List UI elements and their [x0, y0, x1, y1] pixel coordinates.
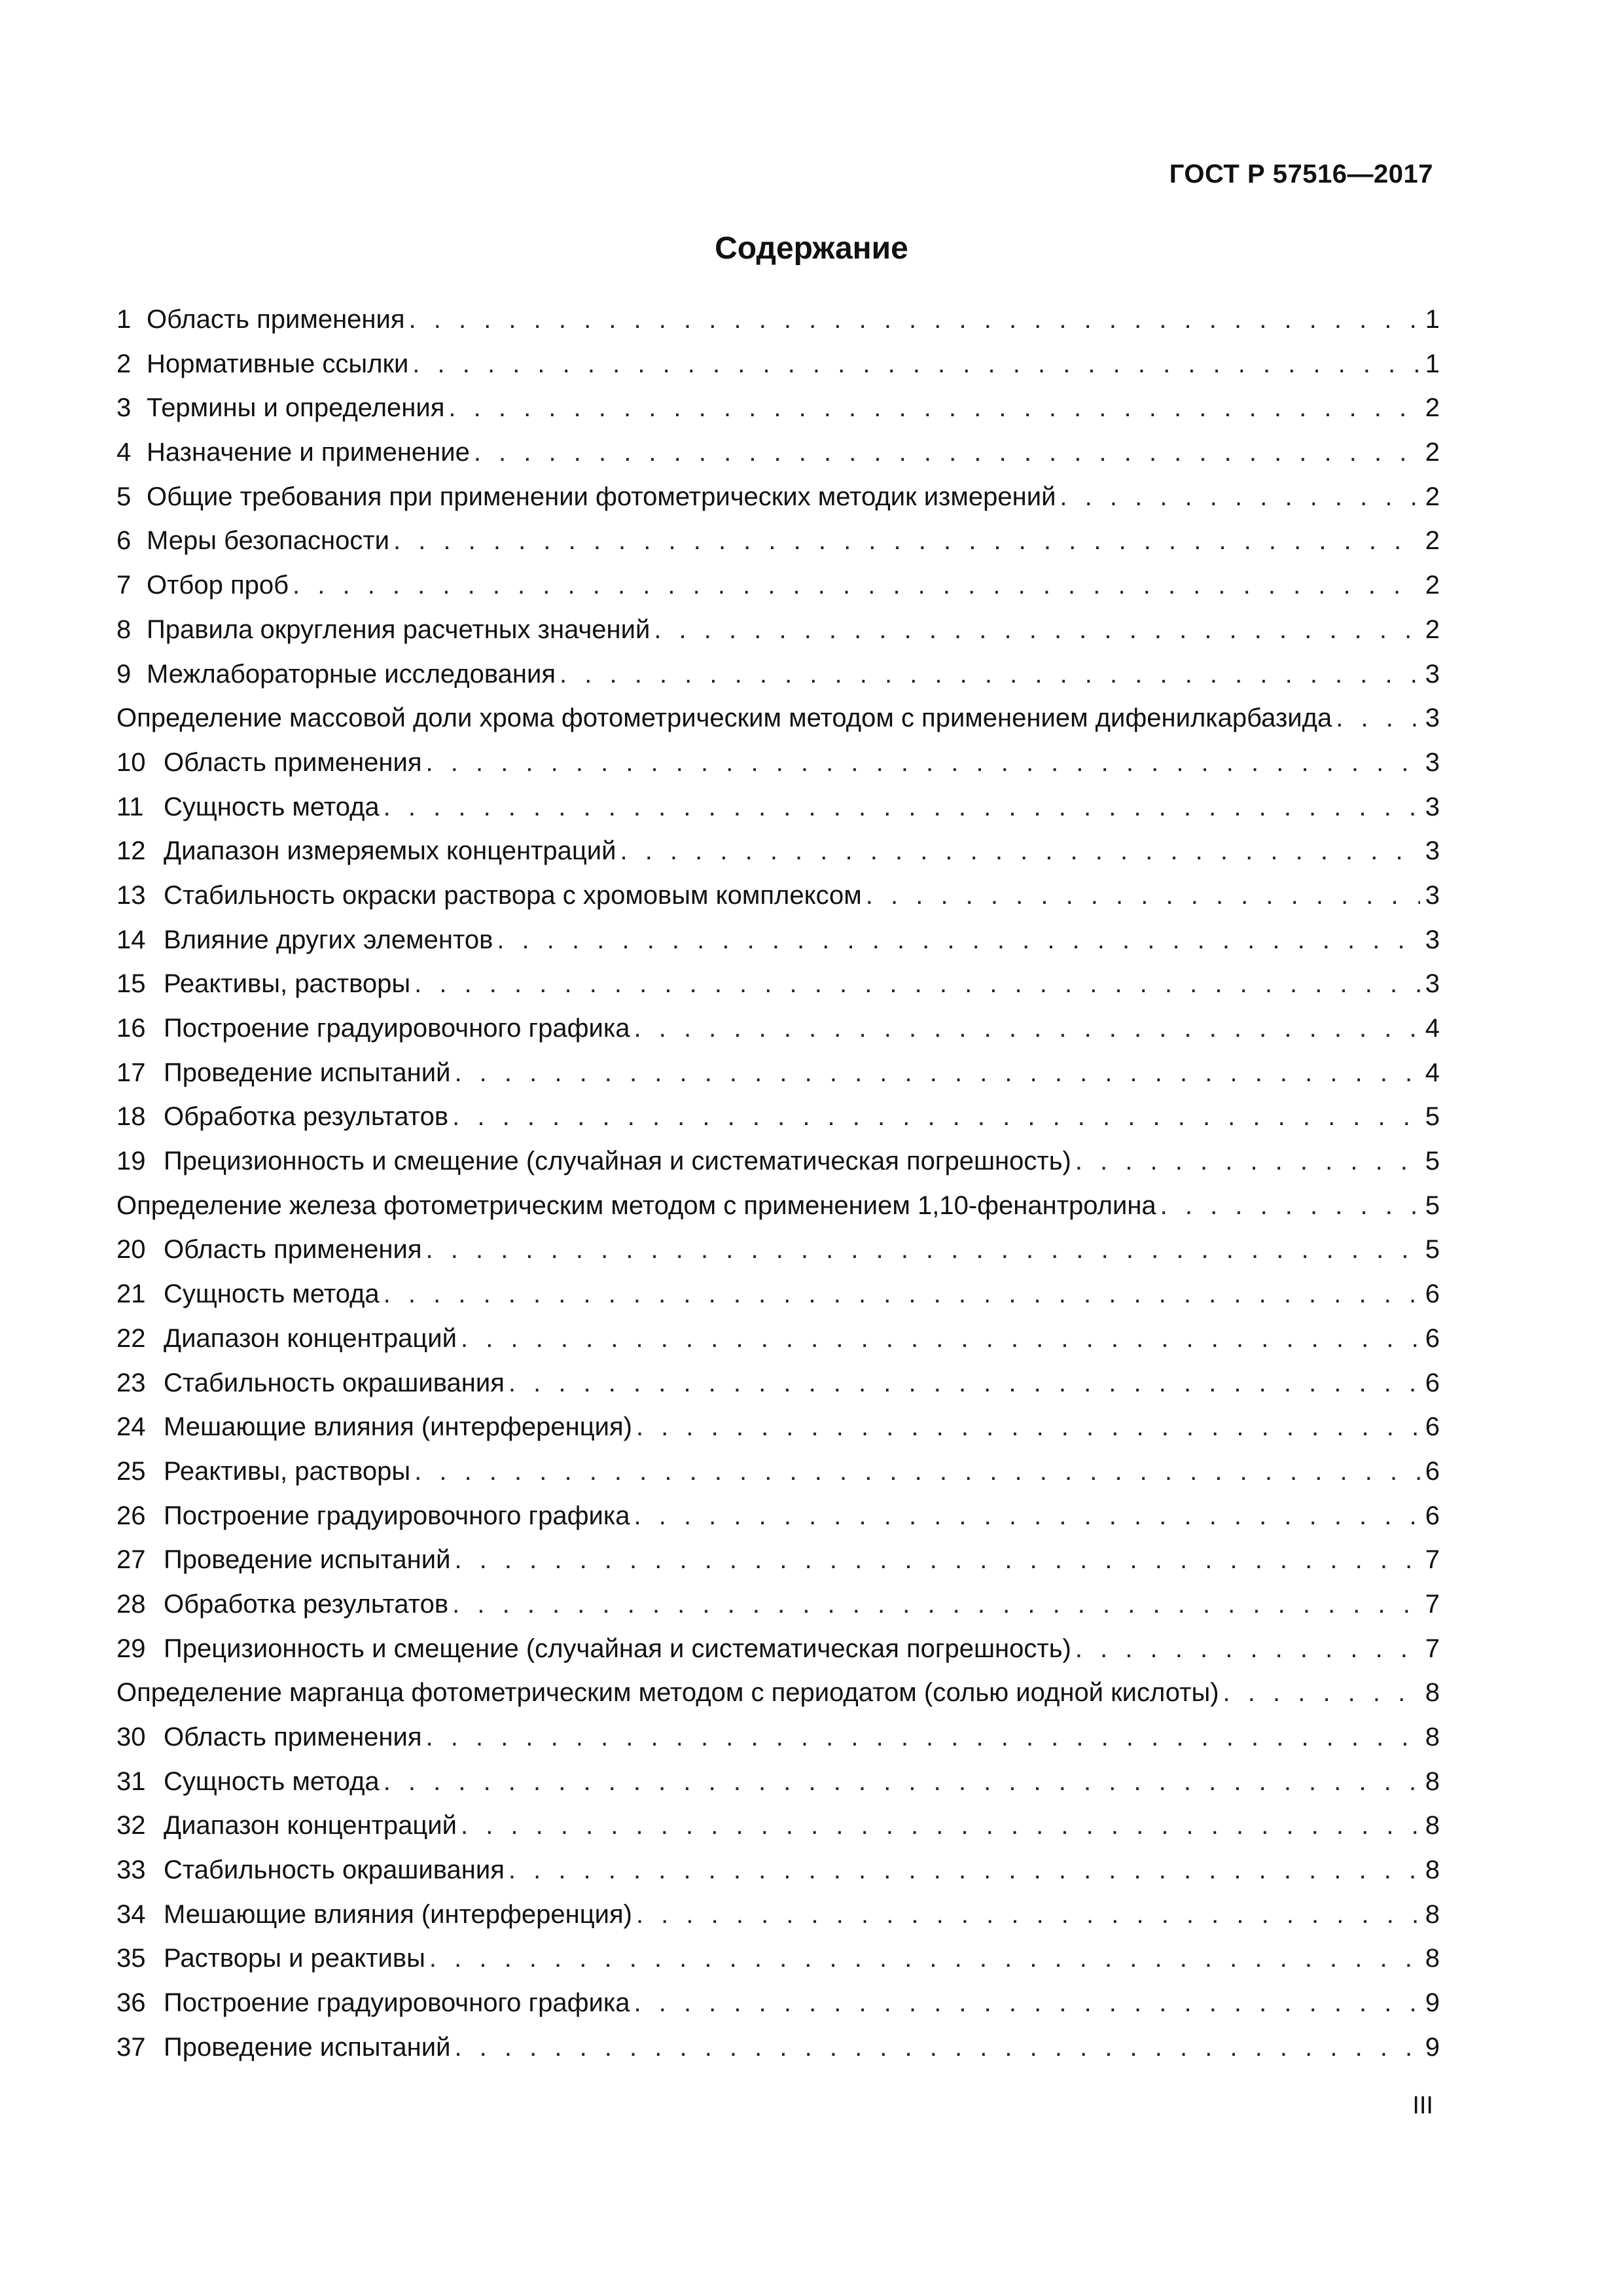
toc-entry-title: Определение железа фотометрическим методом с применением 1,10-фенантролина: [116, 1191, 1156, 1220]
toc-entry-title: Общие требования при применении фотометрических методик измерений: [147, 482, 1056, 511]
toc-dot-leader: [393, 519, 1420, 564]
toc-entry[interactable]: [116, 1848, 1440, 1893]
toc-entry-page: 6: [1425, 1323, 1440, 1353]
toc-dot-leader: [429, 1937, 1420, 1981]
toc-entry-title: Прецизионность и смещение (случайная и систематическая погрешность): [164, 1634, 1071, 1663]
toc-entry-title: Сущность метода: [164, 792, 380, 821]
toc-entry-number: 13: [116, 880, 146, 910]
toc-dot-leader: [383, 1760, 1420, 1804]
toc-entry[interactable]: [116, 1450, 1440, 1494]
toc-entry[interactable]: [116, 918, 1440, 963]
table-of-contents: [116, 298, 1440, 2070]
toc-dot-leader: [866, 874, 1420, 918]
toc-entry-number: 34: [116, 1899, 146, 1929]
toc-entry[interactable]: [116, 1804, 1440, 1848]
toc-dot-leader: [633, 1494, 1420, 1539]
toc-entry-number: 2: [116, 349, 132, 378]
toc-entry[interactable]: [116, 1494, 1440, 1539]
toc-entry-number: 10: [116, 747, 146, 777]
toc-entry-page: 3: [1425, 704, 1440, 733]
toc-entry-page: 2: [1425, 393, 1440, 423]
toc-dot-leader: [1336, 696, 1420, 741]
toc-entry-title: Меры безопасности: [147, 526, 389, 556]
toc-dot-leader: [383, 1272, 1420, 1317]
toc-entry[interactable]: [116, 653, 1440, 697]
toc-entry-number: 14: [116, 925, 146, 954]
toc-entry-number: 18: [116, 1102, 146, 1132]
toc-entry[interactable]: [116, 298, 1440, 342]
toc-entry-title: Назначение и применение: [147, 438, 470, 467]
toc-entry[interactable]: [116, 1715, 1440, 1760]
toc-dot-leader: [426, 1715, 1420, 1760]
toc-entry-number: 21: [116, 1280, 146, 1309]
toc-entry-page: 6: [1425, 1412, 1440, 1442]
toc-entry-page: 2: [1425, 482, 1440, 511]
toc-entry-page: 9: [1425, 1988, 1440, 2018]
toc-entry-number: 25: [116, 1456, 146, 1486]
toc-entry-page: 7: [1425, 1545, 1440, 1575]
toc-entry-number: 28: [116, 1589, 146, 1619]
toc-entry-title: Построение градуировочного графика: [164, 1501, 630, 1530]
toc-entry-title: Сущность метода: [164, 1767, 380, 1796]
toc-entry-page: 9: [1425, 2032, 1440, 2062]
toc-entry-page: 5: [1425, 1147, 1440, 1176]
toc-entry[interactable]: [116, 1937, 1440, 1981]
toc-entry-title: Реактивы, растворы: [164, 1456, 411, 1486]
toc-dot-leader: [293, 564, 1420, 608]
toc-entry-title: Отбор проб: [147, 571, 289, 600]
toc-entry-number: 3: [116, 393, 132, 423]
toc-entry-number: 5: [116, 482, 132, 511]
toc-dot-leader: [414, 962, 1420, 1007]
toc-entry-page: 6: [1425, 1456, 1440, 1486]
toc-entry[interactable]: [116, 1272, 1440, 1317]
toc-entry[interactable]: [116, 874, 1440, 918]
toc-entry-page: 8: [1425, 1811, 1440, 1840]
toc-entry-page: 3: [1425, 836, 1440, 866]
toc-entry[interactable]: [116, 1583, 1440, 1627]
toc-entry-title: Построение градуировочного графика: [164, 1988, 630, 2018]
toc-entry-title: Диапазон измеряемых концентраций: [164, 836, 616, 866]
toc-entry[interactable]: [116, 519, 1440, 564]
toc-entry-title: Нормативные ссылки: [147, 349, 409, 378]
toc-entry-number: 23: [116, 1368, 146, 1397]
toc-entry[interactable]: [116, 1627, 1440, 1672]
toc-entry-page: 1: [1425, 305, 1440, 334]
toc-entry-title: Область применения: [164, 747, 422, 777]
toc-dot-leader: [383, 785, 1420, 830]
toc-entry-page: 3: [1425, 925, 1440, 954]
toc-entry-title: Обработка результатов: [164, 1589, 449, 1619]
toc-entry-number: 32: [116, 1811, 146, 1840]
toc-entry-title: Определение марганца фотометрическим методом с периодатом (солью иодной кислоты): [116, 1678, 1219, 1708]
toc-entry[interactable]: [116, 1184, 1440, 1229]
toc-entry[interactable]: [116, 1317, 1440, 1361]
toc-entry-number: 29: [116, 1634, 146, 1663]
toc-dot-leader: [508, 1848, 1420, 1893]
toc-entry-number: 9: [116, 659, 132, 689]
toc-dot-leader: [409, 298, 1420, 342]
toc-entry[interactable]: [116, 475, 1440, 520]
toc-dot-leader: [497, 918, 1420, 963]
toc-entry-number: 8: [116, 615, 132, 644]
toc-entry-title: Проведение испытаний: [164, 1545, 451, 1575]
toc-entry-title: Термины и определения: [147, 393, 445, 423]
toc-entry-title: Диапазон концентраций: [164, 1811, 457, 1840]
toc-entry[interactable]: [116, 1893, 1440, 1937]
toc-entry-page: 2: [1425, 526, 1440, 556]
toc-entry[interactable]: [116, 1051, 1440, 1096]
toc-entry-number: 11: [116, 792, 144, 821]
toc-dot-leader: [426, 1228, 1420, 1272]
toc-entry-title: Мешающие влияния (интерференция): [164, 1412, 632, 1442]
toc-entry-number: 22: [116, 1323, 146, 1353]
toc-entry-title: Диапазон концентраций: [164, 1323, 457, 1353]
toc-entry-page: 8: [1425, 1767, 1440, 1796]
toc-entry-number: 4: [116, 438, 132, 467]
toc-entry-title: Влияние других элементов: [164, 925, 493, 954]
toc-entry-number: 15: [116, 969, 146, 999]
toc-entry[interactable]: [116, 1981, 1440, 2026]
toc-dot-leader: [560, 653, 1420, 697]
toc-entry-number: 20: [116, 1235, 146, 1265]
toc-dot-leader: [654, 608, 1420, 653]
toc-entry-number: 16: [116, 1014, 146, 1043]
toc-dot-leader: [1075, 1139, 1420, 1184]
toc-entry-page: 3: [1425, 880, 1440, 910]
toc-entry-page: 6: [1425, 1280, 1440, 1309]
toc-entry[interactable]: [116, 386, 1440, 431]
toc-entry-number: 7: [116, 571, 132, 600]
toc-entry-number: 31: [116, 1767, 146, 1796]
toc-dot-leader: [426, 741, 1420, 785]
toc-dot-leader: [474, 431, 1420, 475]
toc-entry-title: Сущность метода: [164, 1280, 380, 1309]
toc-dot-leader: [454, 1538, 1420, 1583]
toc-entry[interactable]: [116, 741, 1440, 785]
toc-entry-title: Мешающие влияния (интерференция): [164, 1899, 632, 1929]
toc-entry-title: Межлабораторные исследования: [147, 659, 556, 689]
toc-entry-page: 6: [1425, 1501, 1440, 1530]
toc-entry-page: 8: [1425, 1899, 1440, 1929]
document-header: ГОСТ Р 57516—2017: [1169, 160, 1433, 188]
toc-entry[interactable]: [116, 1405, 1440, 1450]
toc-entry-title: Определение массовой доли хрома фотометрическим методом с применением дифенилкарбазида: [116, 704, 1332, 733]
toc-dot-leader: [448, 386, 1420, 431]
toc-dot-leader: [414, 1450, 1420, 1494]
toc-entry-title: Правила округления расчетных значений: [147, 615, 651, 644]
toc-entry-page: 8: [1425, 1856, 1440, 1885]
toc-entry-title: Прецизионность и смещение (случайная и систематическая погрешность): [164, 1147, 1071, 1176]
toc-entry-number: 12: [116, 836, 146, 866]
toc-dot-leader: [620, 829, 1420, 874]
toc-entry[interactable]: [116, 431, 1440, 475]
toc-entry-page: 5: [1425, 1191, 1440, 1220]
toc-entry-page: 2: [1425, 615, 1440, 644]
toc-dot-leader: [452, 1095, 1420, 1139]
toc-entry[interactable]: [116, 962, 1440, 1007]
toc-entry-page: 2: [1425, 438, 1440, 467]
toc-entry[interactable]: [116, 1671, 1440, 1715]
toc-entry-title: Стабильность окрашивания: [164, 1368, 505, 1397]
toc-entry-title: Область применения: [164, 1723, 422, 1751]
toc-dot-leader: [633, 1007, 1420, 1051]
toc-entry-page: 1: [1425, 349, 1440, 378]
toc-entry-title: Обработка результатов: [164, 1102, 449, 1132]
toc-entry[interactable]: [116, 1760, 1440, 1804]
toc-entry-title: Проведение испытаний: [164, 1058, 451, 1087]
toc-dot-leader: [508, 1361, 1420, 1406]
toc-entry-page: 8: [1425, 1944, 1440, 1973]
toc-title: Содержание: [715, 231, 908, 266]
toc-dot-leader: [1160, 1184, 1420, 1229]
toc-dot-leader: [636, 1893, 1420, 1937]
toc-entry-number: 6: [116, 526, 132, 556]
toc-entry-title: Построение градуировочного графика: [164, 1014, 630, 1043]
toc-entry[interactable]: [116, 608, 1440, 653]
toc-dot-leader: [452, 1583, 1420, 1627]
toc-entry[interactable]: [116, 1007, 1440, 1051]
toc-entry-number: 33: [116, 1856, 146, 1885]
toc-entry-page: 3: [1425, 747, 1440, 777]
toc-entry-page: 5: [1425, 1235, 1440, 1265]
toc-entry-number: 24: [116, 1412, 146, 1442]
toc-entry-number: 27: [116, 1545, 146, 1575]
toc-entry[interactable]: [116, 696, 1440, 741]
toc-entry-title: Реактивы, растворы: [164, 969, 411, 999]
toc-entry-title: Стабильность окрашивания: [164, 1856, 505, 1885]
toc-entry[interactable]: [116, 1538, 1440, 1583]
toc-entry[interactable]: [116, 564, 1440, 608]
toc-dot-leader: [636, 1405, 1420, 1450]
toc-entry-title: Область применения: [164, 1235, 422, 1265]
toc-entry-number: 26: [116, 1501, 146, 1530]
toc-entry[interactable]: [116, 785, 1440, 830]
toc-entry-page: 7: [1425, 1634, 1440, 1663]
toc-dot-leader: [454, 1051, 1420, 1096]
page-number: III: [1412, 2092, 1433, 2119]
toc-entry-number: 30: [116, 1723, 146, 1751]
toc-dot-leader: [412, 342, 1420, 387]
toc-entry-page: 3: [1425, 792, 1440, 821]
toc-entry[interactable]: [116, 2026, 1440, 2070]
toc-entry-number: 36: [116, 1988, 146, 2018]
toc-entry-number: 17: [116, 1058, 146, 1087]
toc-entry-page: 6: [1425, 1368, 1440, 1397]
toc-dot-leader: [461, 1804, 1420, 1848]
toc-dot-leader: [1223, 1671, 1420, 1715]
toc-entry[interactable]: [116, 1228, 1440, 1272]
toc-dot-leader: [461, 1317, 1420, 1361]
toc-entry-title: Стабильность окраски раствора с хромовым комплексом: [164, 880, 862, 910]
toc-entry[interactable]: [116, 1139, 1440, 1184]
toc-entry-title: Область применения: [147, 305, 405, 334]
toc-entry-number: 35: [116, 1944, 146, 1973]
toc-entry-title: Проведение испытаний: [164, 2032, 451, 2062]
toc-dot-leader: [1060, 475, 1420, 520]
toc-entry-page: 8: [1425, 1678, 1440, 1708]
toc-entry-page: 4: [1425, 1058, 1440, 1087]
toc-entry-number: 19: [116, 1147, 146, 1176]
toc-entry[interactable]: [116, 829, 1440, 874]
toc-entry[interactable]: [116, 342, 1440, 387]
toc-dot-leader: [1075, 1627, 1420, 1672]
toc-entry-number: 37: [116, 2032, 146, 2062]
toc-entry-page: 3: [1425, 969, 1440, 999]
toc-entry-page: 4: [1425, 1014, 1440, 1043]
toc-entry-title: Растворы и реактивы: [164, 1944, 425, 1973]
toc-dot-leader: [633, 1981, 1420, 2026]
toc-entry[interactable]: [116, 1095, 1440, 1139]
toc-entry-page: 8: [1425, 1723, 1440, 1751]
toc-entry-number: 1: [116, 305, 132, 334]
toc-entry-page: 5: [1425, 1102, 1440, 1132]
toc-entry-page: 7: [1425, 1589, 1440, 1619]
toc-entry-page: 2: [1425, 571, 1440, 600]
toc-entry[interactable]: [116, 1361, 1440, 1406]
toc-dot-leader: [454, 2026, 1420, 2070]
toc-entry-page: 3: [1425, 659, 1440, 689]
